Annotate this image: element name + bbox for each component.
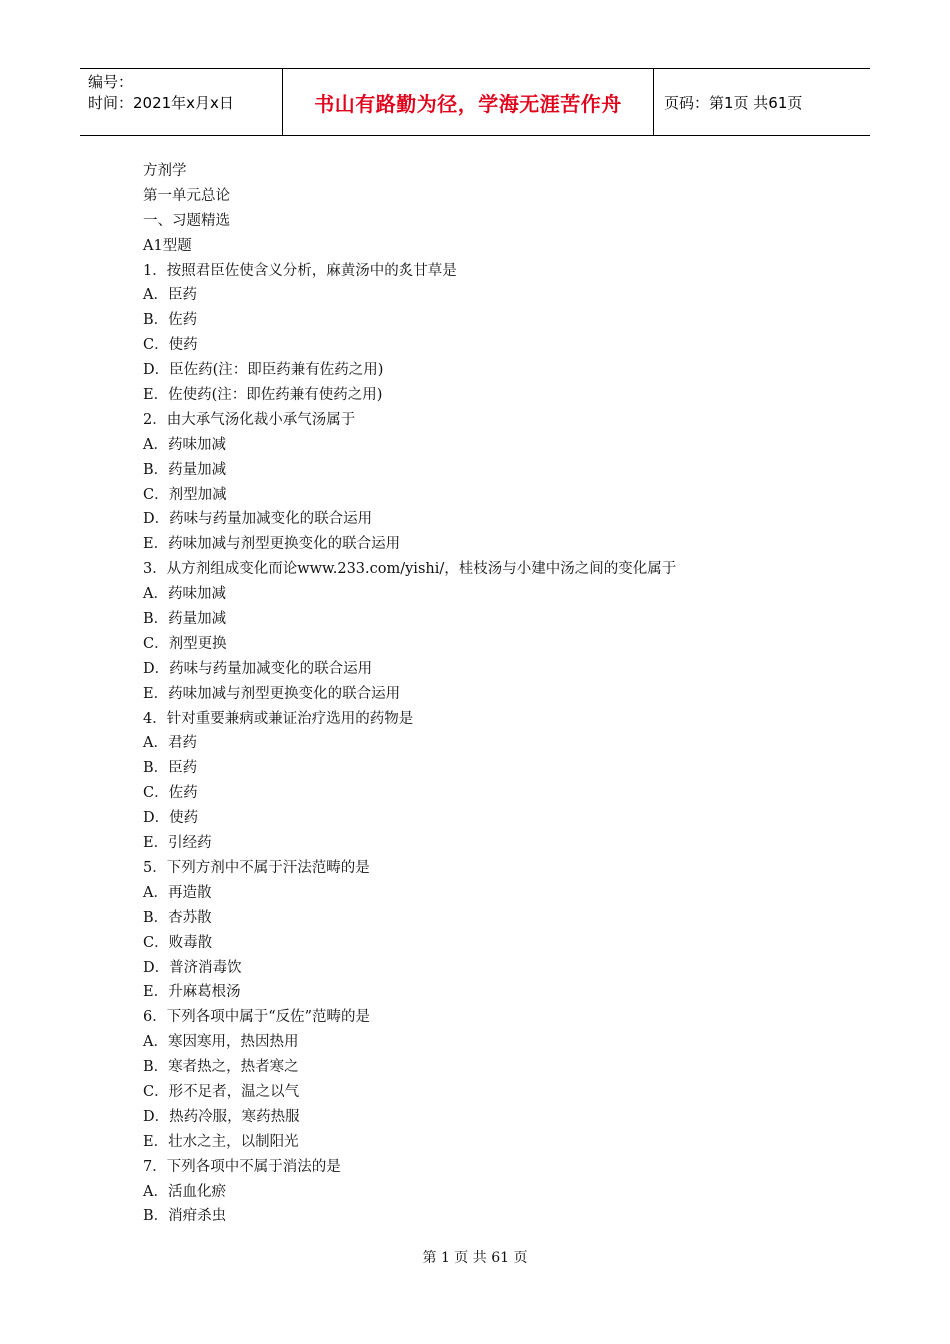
text-line: B．消疳杀虫 [143,1208,227,1225]
text-line: B．杏苏散 [143,909,212,926]
text-line: C．佐药 [143,785,198,802]
text-line: C．使药 [143,337,198,354]
text-line: B．药量加减 [143,461,227,478]
text-line: C．形不足者，温之以气 [143,1083,300,1100]
text-line: A．再造散 [143,884,212,901]
text-line: 1．按照君臣佐使含义分析，麻黄汤中的炙甘草是 [143,262,457,279]
text-line: 方剂学 [143,163,187,179]
header-motto: 书山有路勤为径，学海无涯苦作舟 [282,69,654,135]
text-line: 6．下列各项中属于“反佐”范畴的是 [143,1009,371,1026]
text-line: 3．从方剂组成变化而论www.233.com/yishi/，桂枝汤与小建中汤之间的变化属于 [143,561,677,578]
document-date: 时间：2021年x月x日 [88,94,234,112]
document-body [143,159,843,1229]
text-line: A．臣药 [143,287,197,304]
text-line: E．药味加减与剂型更换变化的联合运用 [143,685,401,702]
text-line: 一、习题精选 [143,212,230,229]
header-meta [80,69,282,135]
header-page-info: 页码：第1页 共61页 [664,93,803,112]
text-line: E．佐使药(注：即佐药兼有使药之用) [143,387,383,404]
text-line: A1型题 [143,237,192,254]
text-line: D．药味与药量加减变化的联合运用 [143,660,373,677]
text-line: B．佐药 [143,312,198,329]
text-line: B．寒者热之，热者寒之 [143,1059,299,1076]
text-line: D．热药冷服，寒药热服 [143,1108,300,1125]
text-line: A．寒因寒用，热因热用 [143,1034,299,1051]
text-line: C．剂型加减 [143,486,227,503]
text-line: E．引经药 [143,835,212,852]
text-line: D．普济消毒饮 [143,959,242,976]
document-number-label: 编号： [88,73,134,91]
text-line: A．药味加减 [143,436,226,453]
text-line: A．君药 [143,735,197,752]
text-line: 7．下列各项中不属于消法的是 [143,1158,341,1175]
text-line: 5．下列方剂中不属于汗法范畴的是 [143,859,370,876]
text-line: B．药量加减 [143,611,227,628]
text-line: B．臣药 [143,760,198,777]
page-header [80,68,870,136]
text-line: A．活血化瘀 [143,1183,226,1200]
text-line: 第一单元总论 [143,187,230,204]
page-footer: 第 1 页 共 61 页 [422,1250,528,1266]
text-line: D．臣佐药(注：即臣药兼有佐药之用) [143,362,384,379]
text-line: A．药味加减 [143,586,226,603]
text-line: 4．针对重要兼病或兼证治疗选用的药物是 [143,710,414,727]
text-line: C．败毒散 [143,934,213,951]
text-line: E．壮水之主，以制阳光 [143,1133,299,1150]
text-line: D．使药 [143,810,199,827]
text-line: E．升麻葛根汤 [143,984,241,1001]
text-line: 2．由大承气汤化裁小承气汤属于 [143,411,356,428]
text-line: C．剂型更换 [143,635,227,652]
text-line: D．药味与药量加减变化的联合运用 [143,511,373,528]
text-line: E．药味加减与剂型更换变化的联合运用 [143,536,401,553]
